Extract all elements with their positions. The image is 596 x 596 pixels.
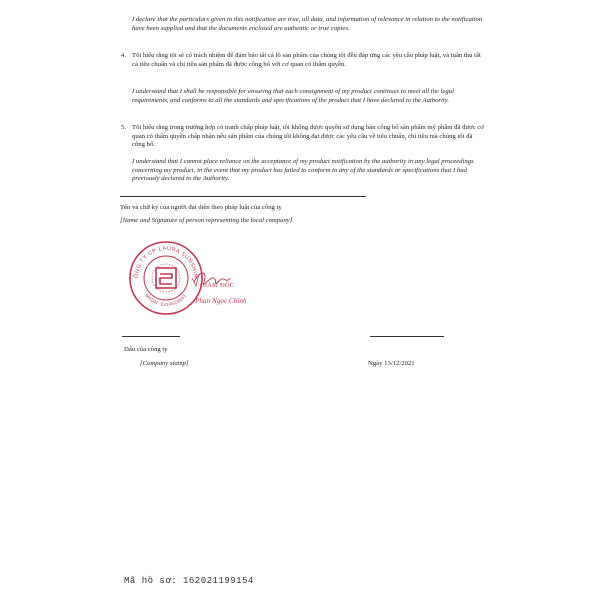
item-5-number: 5. [121, 124, 127, 131]
handwritten-signature [190, 268, 262, 312]
date-text: Ngày 13/12/2021 [368, 360, 415, 367]
declaration-3-en: I declare that the particulars given in this notification are true, all data, and information of relevance in relation to the notification have been supplied and that the documents enclosed are authentic or true copies. [132, 16, 483, 32]
signer-title: GIÁM ĐỐC [200, 282, 235, 289]
item-4-number: 4. [121, 52, 127, 59]
item-4-vi: Tôi hiểu rằng tôi sẽ có trách nhiệm để đảm bảo tất cả lô sản phẩm của chúng tôi đều đáp ứng các yêu cầu pháp luật, và tuân thủ tất cả tiêu chuẩn và chỉ tiêu sản phẩm đã được công bố với cơ quan có thẩm quyền. [132, 52, 481, 68]
seal-top-text: ÔNG TY CP LAURA SUNSHIN [133, 245, 199, 279]
item-5-en: I understand that I cannot place reliance on the acceptance of my product notification by the authority in any legal proceedings concerning my product, in the event that my product has failed to conform to any of the standards or specifications that I had previously declared to the Authority. [132, 158, 474, 183]
signature-graphic [190, 268, 262, 312]
stamp-label-en: [Company stamp] [140, 360, 189, 367]
signer-name: Phan Ngọc Chính [195, 297, 247, 305]
item-5-vi: Tôi hiểu rằng trong trường hợp có tranh chấp pháp luật, tôi không được quyền sử dụng bản công bố sản phẩm mỹ phẩm đã được cơ quan có thẩm quyền chấp nhận nếu sản phẩm của chúng tôi không đạt được các yêu cầu về tiêu chuẩn, chỉ tiêu mà chúng tôi đã công bố. [132, 124, 484, 149]
item-4-en: I understand that I shall be responsible for ensuring that each consignment of my product continues to meet all the legal requirements, and conforms to all the standards and specifications of the product that I have declared to the Authority. [132, 88, 454, 104]
signature-separator [120, 196, 366, 197]
signature-label-en: [Name and Signature of person representing the local company] [120, 217, 293, 224]
stamp-line [122, 336, 180, 337]
date-line [370, 336, 444, 337]
seal-bottom-text: MSDN: 0314529661 [144, 292, 188, 308]
signature-label-vi: Tên và chữ ký của người đại diện theo pháp luật của công ty [120, 204, 282, 211]
stamp-label-vi: Dấu của công ty [124, 346, 168, 353]
dossier-code: Mã hồ sơ: 162021199154 [124, 576, 254, 586]
